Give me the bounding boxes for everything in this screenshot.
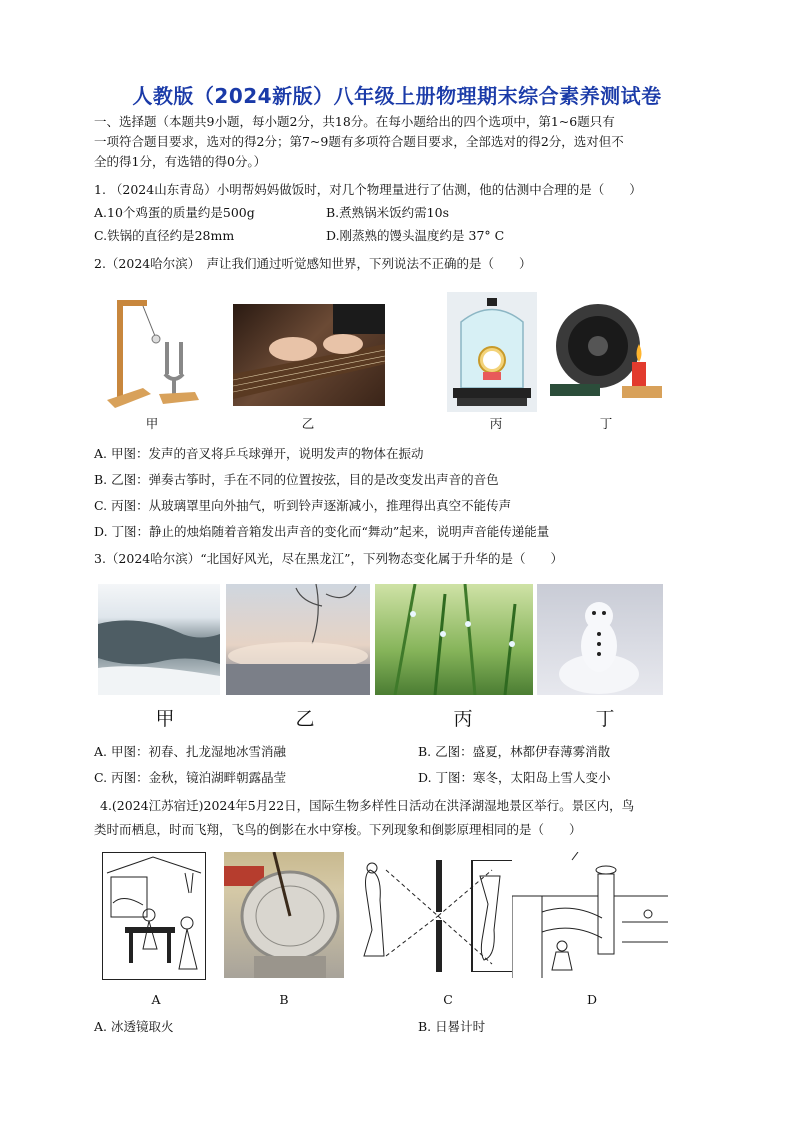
section-instructions-line: 一项符合题目要求，选对的得2分；第7~9题有多项符合题目要求，全部选对的得2分，选对但不 (94, 134, 624, 149)
q3-caption-ding: 丁 (595, 708, 615, 730)
q3-option-a: A. 甲图：初春、扎龙湿地冰雪消融 (94, 744, 286, 759)
q4-caption-c: C (443, 992, 453, 1007)
q3-caption-yi: 乙 (295, 708, 315, 730)
q2-option-a: A. 甲图：发声的音叉将乒乓球弹开，说明发声的物体在振动 (94, 446, 424, 461)
section-instructions-line: 一、选择题（本题共9小题，每小题2分，共18分。在每小题给出的四个选项中，第1~6题只有 (94, 114, 615, 129)
q1-option-d: D.刚蒸熟的馒头温度约是 37° C (326, 228, 505, 243)
question-4-stem-line: 4.(2024江苏宿迁)2024年5月22日，国际生物多样性日活动在洪泽湖湿地景区举行。景区内，鸟 (100, 798, 635, 813)
tuning-fork-image (103, 292, 203, 410)
speaker-candle-photo (548, 298, 666, 402)
question-4-stem-line: 类时而栖息，时而飞翔，飞鸟的倒影在水中穿梭。下列现象和倒影原理相同的是（ ） (94, 822, 582, 837)
periscope-illustration (512, 852, 668, 978)
q2-caption-ding: 丁 (599, 416, 613, 431)
q3-caption-jia: 甲 (155, 708, 175, 730)
pinhole-illustration (356, 860, 524, 972)
q3-option-c: C. 丙图：金秋，镜泊湖畔朝露晶莹 (94, 770, 287, 785)
ice-lens-illustration (102, 852, 206, 980)
q2-caption-bing: 丙 (489, 416, 503, 431)
q4-caption-d: D (586, 992, 598, 1007)
q1-option-b: B.煮熟锅米饭约需10s (326, 205, 449, 220)
q2-caption-jia: 甲 (145, 416, 159, 431)
q2-option-d: D. 丁图：静止的烛焰随着音箱发出声音的变化而“舞动”起来，说明声音能传递能量 (94, 524, 550, 539)
guzheng-photo (233, 304, 385, 406)
snowman-photo (537, 584, 663, 695)
fog-lake-photo (226, 584, 370, 695)
q2-caption-yi: 乙 (301, 416, 315, 431)
q4-caption-a: A (151, 992, 161, 1007)
q2-option-b: B. 乙图：弹奏古筝时，手在不同的位置按弦，目的是改变发出声音的音色 (94, 472, 499, 487)
sundial-photo (224, 852, 344, 978)
q3-option-d: D. 丁图：寒冬，太阳岛上雪人变小 (418, 770, 611, 785)
page-title: 人教版（2024新版）八年级上册物理期末综合素养测试卷 (132, 84, 662, 108)
q4-caption-b: B (279, 992, 289, 1007)
melting-ice-photo (98, 584, 220, 695)
question-1-stem: 1. （2024山东青岛）小明帮妈妈做饭时，对几个物理量进行了估测，他的估测中合理的是（ ） (94, 182, 642, 197)
q4-option-b: B. 日晷计时 (418, 1019, 486, 1034)
section-instructions-line: 全的得1分，有选错的得0分。） (94, 154, 267, 169)
q3-option-b: B. 乙图：盛夏，林都伊春薄雾消散 (418, 744, 611, 759)
question-2-stem: 2.（2024哈尔滨） 声让我们通过听觉感知世界，下列说法不正确的是（ ） (94, 256, 532, 271)
q1-option-c: C.铁锅的直径约是28mm (94, 228, 235, 243)
dew-grass-photo (375, 584, 533, 695)
bell-jar-photo (447, 292, 537, 412)
q1-option-a: A.10个鸡蛋的质量约是500g (94, 205, 255, 220)
q3-caption-bing: 丙 (453, 708, 473, 730)
question-3-stem: 3.（2024哈尔滨）“北国好风光，尽在黑龙江”，下列物态变化属于升华的是（ ） (94, 551, 564, 566)
q4-option-a: A. 冰透镜取火 (94, 1019, 174, 1034)
q2-option-c: C. 丙图：从玻璃罩里向外抽气，听到铃声逐渐减小，推理得出真空不能传声 (94, 498, 512, 513)
